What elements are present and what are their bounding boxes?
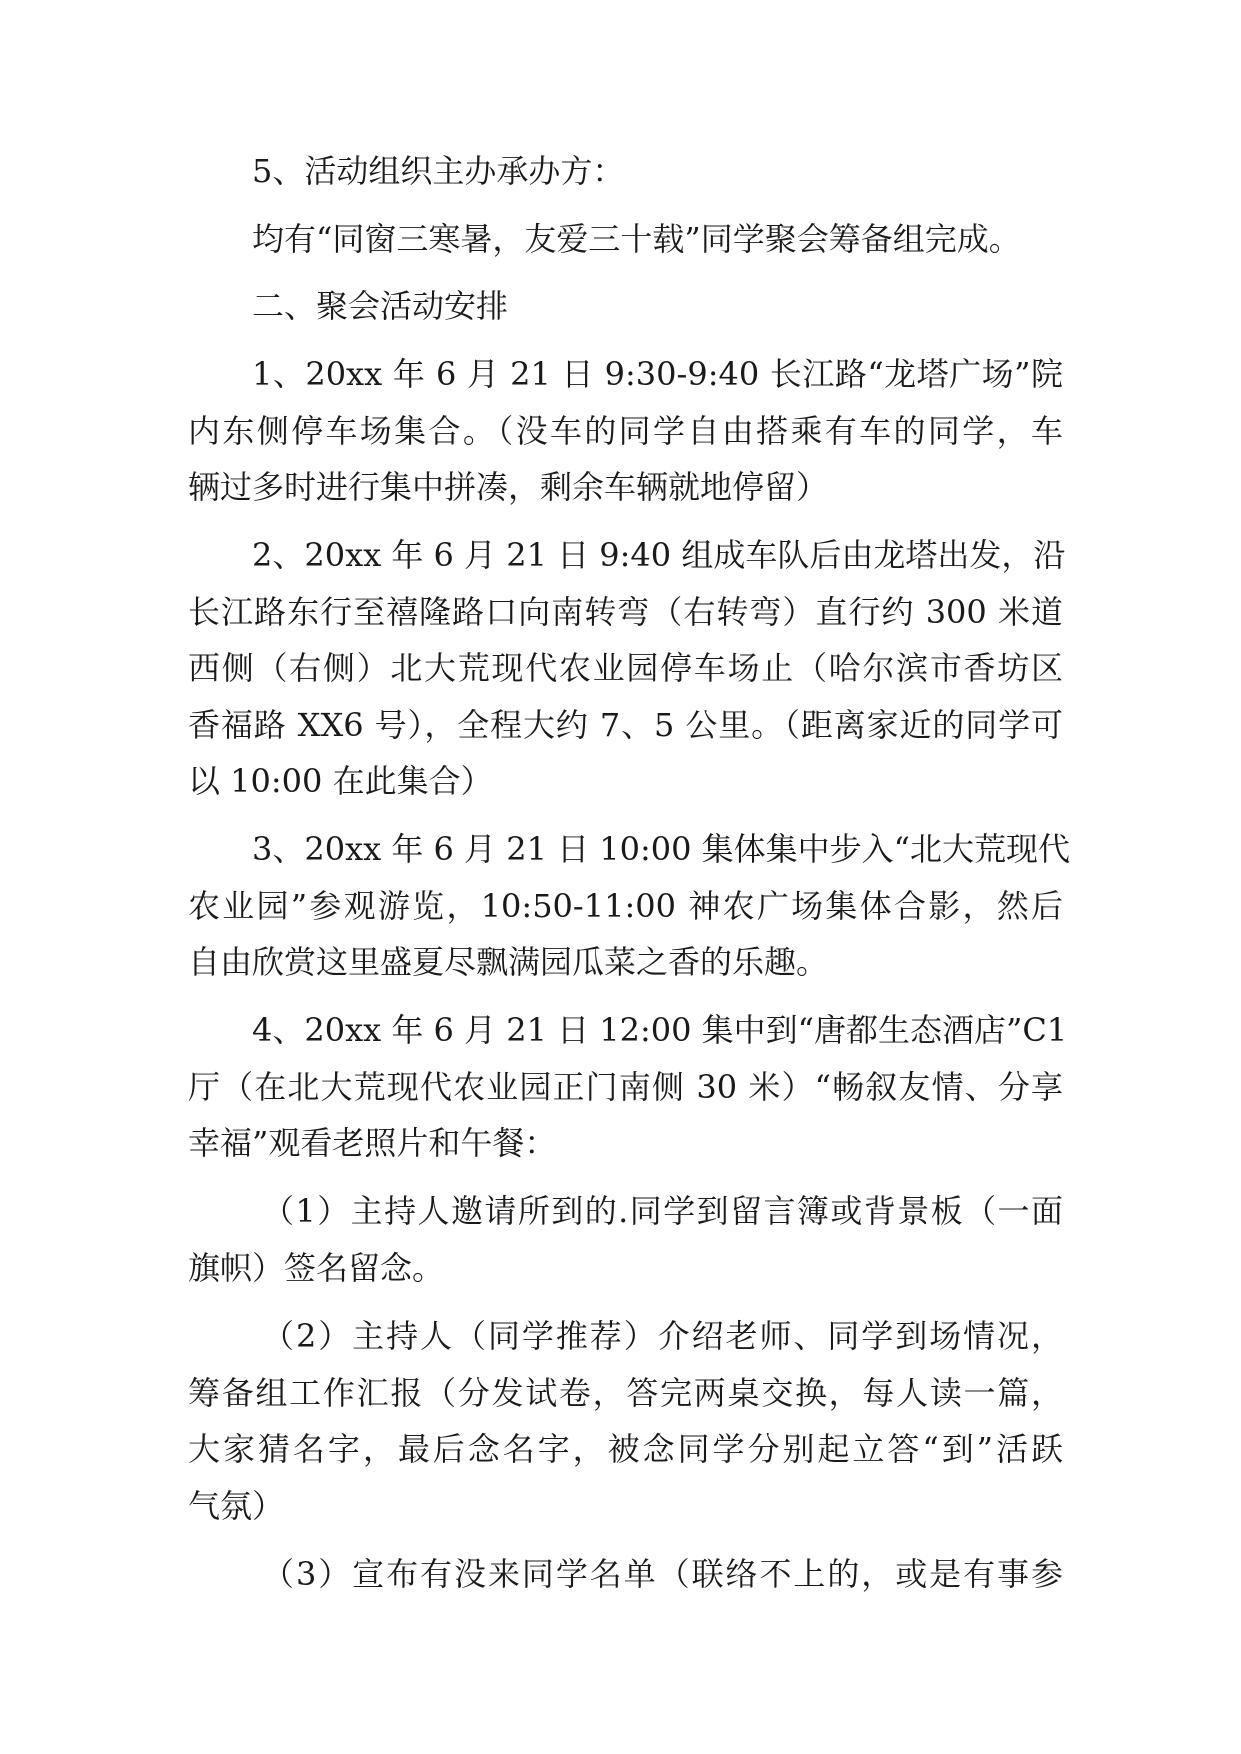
text-line-22: 大家猜名字，最后念名字，被念同学分别起立答“到”活跃 — [188, 1430, 1063, 1468]
text-line-19: 旗帜）签名留念。 — [188, 1249, 445, 1287]
text-line-20: （2）主持人（同学推荐）介绍老师、同学到场情况， — [262, 1317, 1063, 1355]
text-line-11: 以 10:00 在此集合） — [188, 762, 493, 800]
text-line-12: 3、20xx 年 6 月 21 日 10:00 集体集中步入“北大荒现代 — [252, 830, 1071, 868]
text-line-18: （1）主持人邀请所到的.同学到留言簿或背景板（一面 — [262, 1192, 1063, 1230]
text-line-24: （3）宣布有没来同学名单（联络不上的，或是有事参 — [262, 1555, 1063, 1593]
text-line-13: 农业园”参观游览，10:50-11:00 神农广场集体合影，然后 — [188, 887, 1063, 925]
text-line-15: 4、20xx 年 6 月 21 日 12:00 集中到“唐都生态酒店”C1 — [252, 1011, 1068, 1049]
text-line-14: 自由欣赏这里盛夏尽飘满园瓜菜之香的乐趣。 — [188, 943, 829, 981]
text-line-8: 长江路东行至禧隆路口向南转弯（右转弯）直行约 300 米道 — [188, 593, 1063, 631]
text-line-9: 西侧（右侧）北大荒现代农业园停车场止（哈尔滨市香坊区 — [188, 649, 1063, 687]
text-line-4: 1、20xx 年 6 月 21 日 9:30-9:40 长江路“龙塔广场”院 — [252, 355, 1063, 393]
text-line-21: 筹备组工作汇报（分发试卷，答完两桌交换，每人读一篇， — [188, 1374, 1063, 1412]
text-line-2: 均有“同窗三寒暑，友爱三十载”同学聚会筹备组完成。 — [252, 220, 1021, 258]
text-line-23: 气氛） — [188, 1487, 285, 1525]
text-line-1: 5、活动组织主办承办方： — [252, 152, 625, 190]
text-line-6: 辆过多时进行集中拼凑，剩余车辆就地停留） — [188, 468, 829, 506]
text-line-17: 幸福”观看老照片和午餐： — [188, 1124, 557, 1162]
text-line-16: 厅（在北大荒现代农业园正门南侧 30 米）“畅叙友情、分享 — [188, 1068, 1063, 1106]
section-heading: 二、聚会活动安排 — [252, 287, 509, 325]
text-line-7: 2、20xx 年 6 月 21 日 9:40 组成车队后由龙塔出发，沿 — [252, 536, 1066, 574]
text-line-10: 香福路 XX6 号），全程大约 7、5 公里。（距离家近的同学可 — [188, 706, 1063, 744]
text-line-5: 内东侧停车场集合。（没车的同学自由搭乘有车的同学，车 — [188, 412, 1063, 450]
